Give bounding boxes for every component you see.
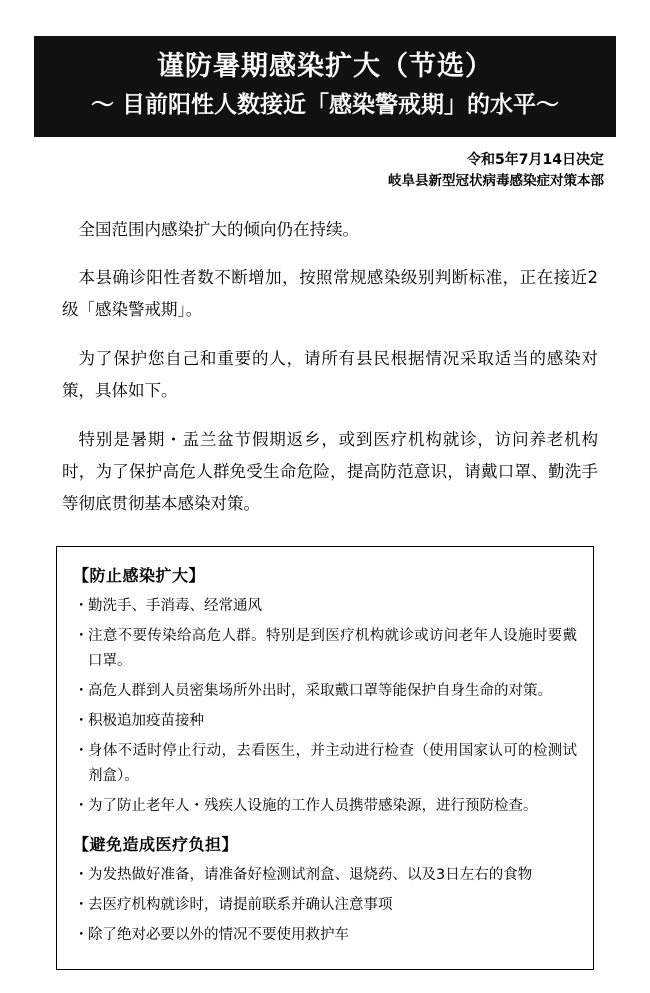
document-page: [0, 36, 650, 993]
list-item-text: 身体不适时停止行动，去看医生，并主动进行检查（使用国家认可的检测试剂盒）。: [88, 743, 577, 784]
list-item: [73, 863, 577, 888]
avoid-medical-burden-list: [73, 863, 577, 948]
paragraph-1: 全国范围内感染扩大的倾向仍在持续。: [78, 219, 359, 239]
list-item-text: 积极追加疫苗接种: [88, 713, 204, 730]
paragraph-4: 特别是暑期・盂兰盆节假期返乡，或到医疗机构就诊，访问养老机构时，为了保护高危人群免受生命危险，提高防范意识，请戴口罩、勤洗手等彻底贯彻基本感染对策。: [62, 429, 598, 514]
list-item: [73, 594, 577, 619]
list-item-text: 注意不要传染给高危人群。特别是到医疗机构就诊或访问老年人设施时要戴口罩。: [88, 628, 577, 670]
header-banner: [34, 36, 616, 137]
paragraph-3: 为了保护您自己和重要的人，请所有县民根据情况采取适当的感染对策，具体如下。: [62, 349, 598, 401]
bullet-dot-icon: ・: [74, 628, 89, 645]
body-text: [62, 214, 598, 521]
bullet-dot-icon: ・: [74, 743, 89, 760]
prevent-spread-list: [73, 594, 577, 819]
list-item-text: 去医疗机构就诊时，请提前联系并确认注意事项: [88, 896, 393, 913]
list-item-text: 为了防止老年人・残疾人设施的工作人员携带感染源，进行预防检查。: [88, 797, 538, 814]
section-heading-avoid-medical-burden: 【避免造成医疗负担】: [73, 834, 239, 854]
decision-date: 令和5年7月14日决定: [467, 151, 604, 168]
bullet-dot-icon: ・: [74, 683, 89, 700]
measures-box: [56, 546, 594, 969]
list-item: [73, 679, 577, 704]
banner-title: 谨防暑期感染扩大（节选）: [157, 51, 493, 82]
list-item: [73, 739, 577, 789]
list-item: [73, 923, 577, 948]
bullet-dot-icon: ・: [74, 797, 89, 814]
list-item: [73, 893, 577, 918]
bullet-dot-icon: ・: [74, 713, 89, 730]
bullet-dot-icon: ・: [74, 926, 89, 943]
document-meta: [0, 150, 604, 192]
bullet-dot-icon: ・: [74, 896, 89, 913]
list-item: [73, 624, 577, 674]
list-item-text: 为发热做好准备，请准备好检测试剂盒、退烧药、以及3日左右的食物: [88, 866, 533, 883]
section-heading-prevent-spread: 【防止感染扩大】: [73, 566, 206, 586]
bullet-dot-icon: ・: [74, 598, 89, 615]
paragraph-2: 本县确诊阳性者数不断增加，按照常规感染级别判断标准，正在接近2级「感染警戒期」。: [62, 268, 598, 320]
issuing-organization: 岐阜县新型冠状病毒感染症对策本部: [388, 172, 604, 189]
list-item-text: 勤洗手、手消毒、经常通风: [88, 598, 262, 615]
list-item-text: 高危人群到人员密集场所外出时，采取戴口罩等能保护自身生命的对策。: [88, 683, 552, 700]
list-item-text: 除了绝对必要以外的情况不要使用救护车: [88, 926, 349, 943]
list-item: [73, 794, 577, 819]
banner-subtitle: 〜 目前阳性人数接近「感染警戒期」的水平〜: [90, 91, 559, 118]
list-item: [73, 709, 577, 734]
bullet-dot-icon: ・: [74, 866, 89, 883]
